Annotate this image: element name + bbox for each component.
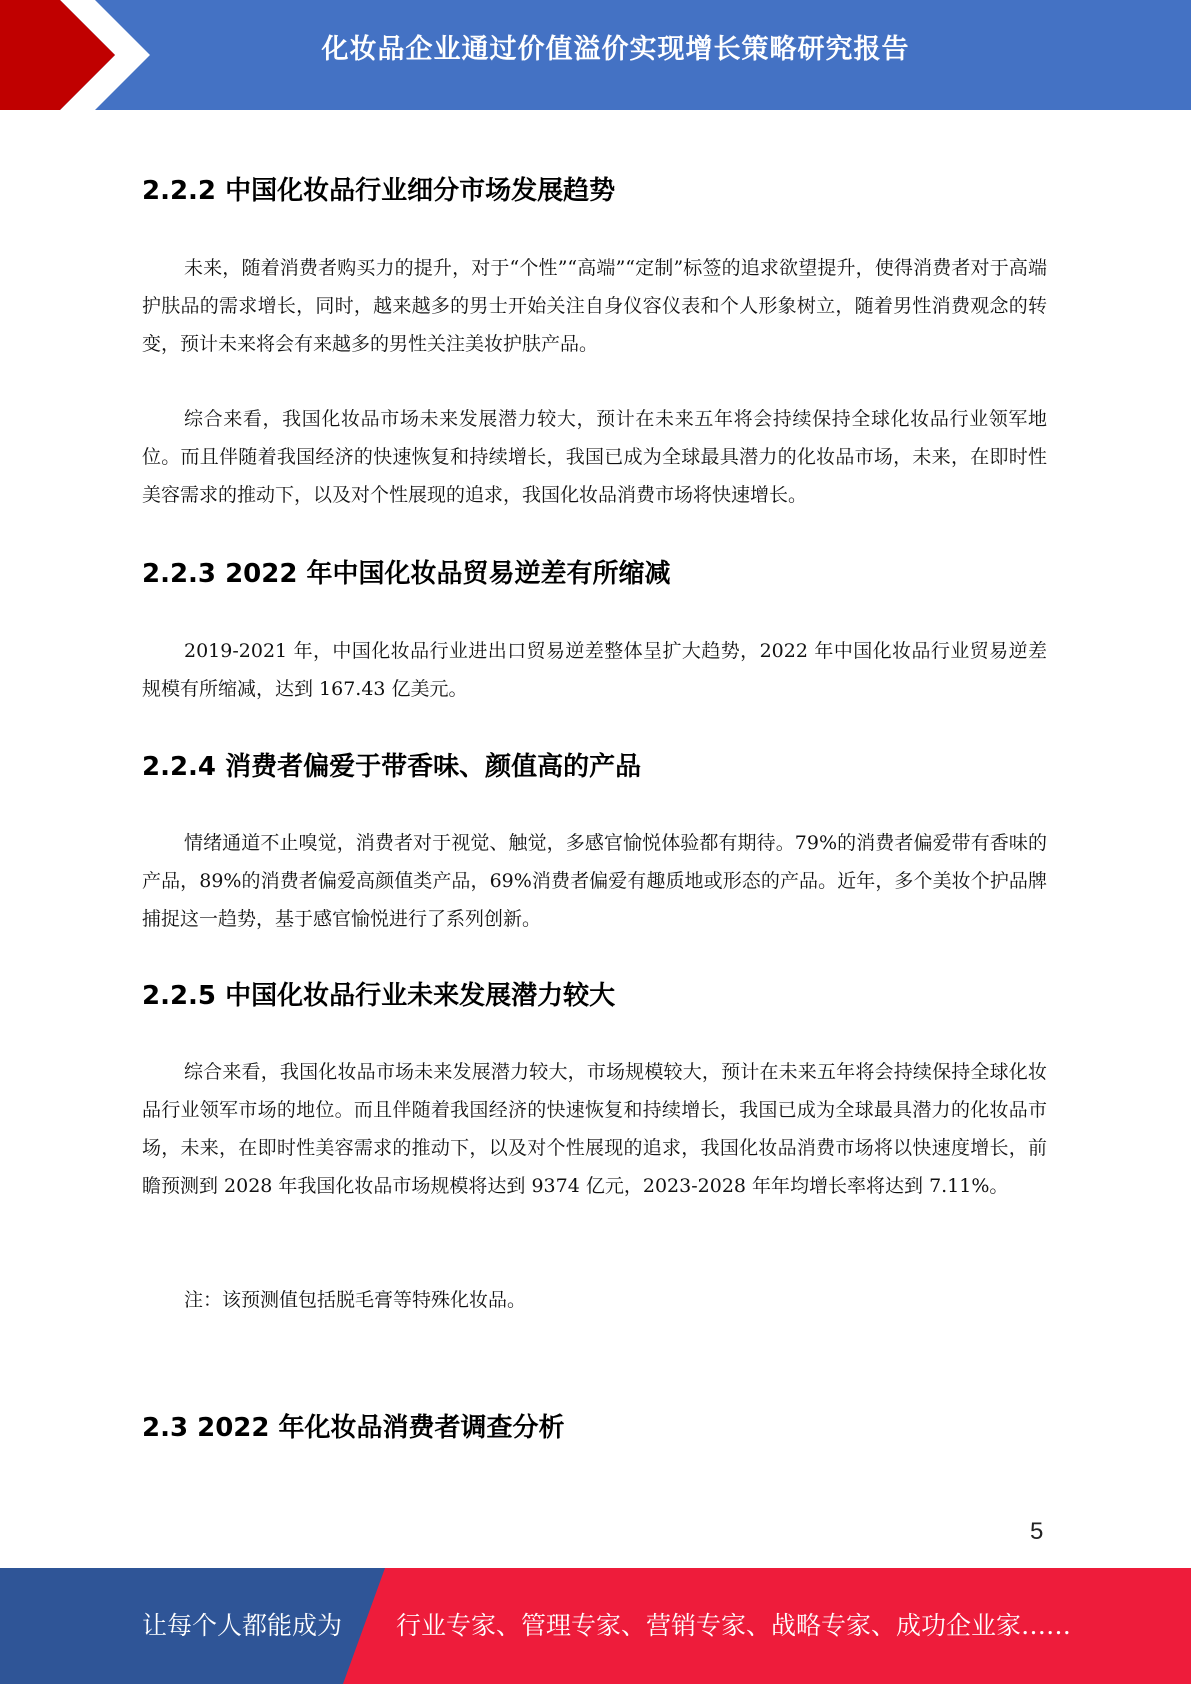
paragraph-2-2-5: 综合来看，我国化妆品市场未来发展潜力较大，市场规模较大，预计在未来五年将会持续保持全球化妆品行业领军市场的地位。而且伴随着我国经济的快速恢复和持续增长，我国已成为全球最具潜力的化妆品市场，未来，在即时性美容需求的推动下，以及对个性展现的追求，我国化妆品消费市场将以快速度增长，前瞻预测到 2028 年我国化妆品市场规模将达到 9374 亿元，2023-2028 年年均增长率将达到 7.11%。 [142,1061,1047,1197]
paragraph-2-2-2-a: 未来，随着消费者购买力的提升，对于“个性”“高端”“定制”标签的追求欲望提升，使得消费者对于高端护肤品的需求增长，同时，越来越多的男士开始关注自身仪容仪表和个人形象树立，随着男性消费观念的转变，预计未来将会有来越多的男性关注美妆护肤产品。 [142,257,1047,355]
page-number: 5 [1030,1518,1044,1545]
section-heading-2-2-2: 2.2.2 中国化妆品行业细分市场发展趋势 [142,176,616,206]
paragraph-2-2-4: 情绪通道不止嗅觉，消费者对于视觉、触觉，多感官愉悦体验都有期待。79%的消费者偏爱带有香味的产品，89%的消费者偏爱高颜值类产品，69%消费者偏爱有趣质地或形态的产品。近年，多个美妆个护品牌捕捉这一趋势，基于感官愉悦进行了系列创新。 [142,832,1047,930]
paragraph-2-2-3: 2019-2021 年，中国化妆品行业进出口贸易逆差整体呈扩大趋势，2022 年中国化妆品行业贸易逆差规模有所缩减，达到 167.43 亿美元。 [142,640,1047,700]
page-footer [0,1568,1191,1684]
section-heading-2-2-5: 2.2.5 中国化妆品行业未来发展潜力较大 [142,981,616,1011]
section-heading-2-2-3: 2.2.3 2022 年中国化妆品贸易逆差有所缩减 [142,559,671,589]
footer-slogan-left: 让每个人都能成为 [142,1611,343,1640]
page-header [0,0,1191,110]
paragraph-2-2-5-note: 注：该预测值包括脱毛膏等特殊化妆品。 [184,1289,527,1311]
report-title: 化妆品企业通过价值溢价实现增长策略研究报告 [321,34,910,65]
section-heading-2-3: 2.3 2022 年化妆品消费者调查分析 [142,1413,565,1443]
footer-slogan-right: 行业专家、管理专家、营销专家、战略专家、成功企业家…… [396,1611,1072,1640]
section-heading-2-2-4: 2.2.4 消费者偏爱于带香味、颜值高的产品 [142,752,642,782]
paragraph-2-2-2-b: 综合来看，我国化妆品市场未来发展潜力较大，预计在未来五年将会持续保持全球化妆品行业领军地位。而且伴随着我国经济的快速恢复和持续增长，我国已成为全球最具潜力的化妆品市场，未来，在即时性美容需求的推动下，以及对个性展现的追求，我国化妆品消费市场将快速增长。 [142,408,1047,506]
